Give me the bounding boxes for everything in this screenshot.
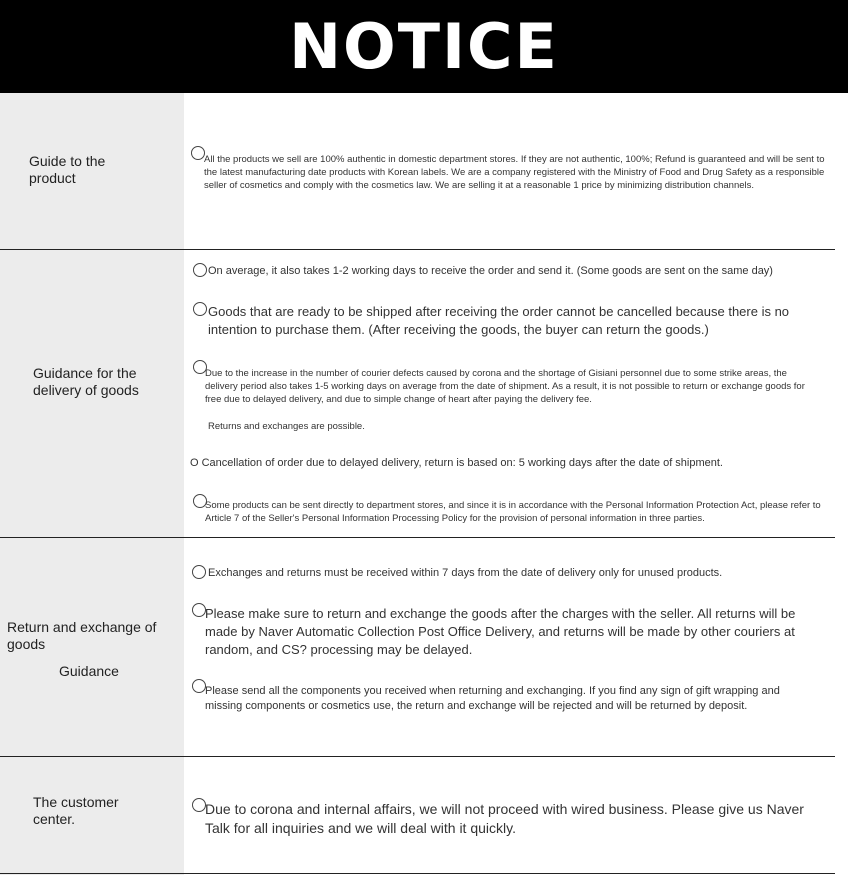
section-label-cell: [0, 757, 184, 875]
section-content: [184, 93, 860, 249]
section-label-returns: Return and exchange of goods: [7, 619, 157, 652]
section-customer-center: [0, 757, 860, 875]
circle-bullet-icon: [192, 679, 206, 693]
customer-center-text: Due to corona and internal affairs, we will not proceed with wired business. Please give us Naver Talk for all inquiries and we will deal with it quickly.: [205, 801, 804, 836]
section-content: [184, 757, 860, 875]
section-returns: [0, 538, 860, 756]
circle-bullet-icon: [191, 146, 205, 160]
section-delivery: [0, 250, 860, 537]
delivery-item-3: Due to the increase in the number of courier defects caused by corona and the shortage of Gisiani personnel due to some strike areas, the delivery period also takes 1-5 working days on average from the date of shipment. As a result, it is not possible to return or exchange goods for free due to delayed delivery, and due to simple change of heart after paying the delivery fee.: [205, 368, 805, 405]
returns-item-2: Please make sure to return and exchange the goods after the charges with the seller. All returns will be made by Naver Automatic Collection Post Office Delivery, and returns will be made by other couriers at random, and CS? processing may be delayed.: [205, 606, 796, 657]
circle-bullet-icon: [193, 263, 207, 277]
section-content: [184, 250, 860, 537]
returns-item-3: Please send all the components you received when returning and exchanging. If you find any sign of gift wrapping and missing components or cosmetics use, the return and exchange will be rejected and will be returned by deposit.: [205, 685, 780, 712]
section-label-cell: [0, 538, 184, 756]
section-content: [184, 538, 860, 756]
delivery-item-1: On average, it also takes 1-2 working days to receive the order and send it. (Some goods are sent on the same day): [208, 265, 773, 277]
page-title: NOTICE: [289, 9, 559, 83]
circle-bullet-icon: [192, 603, 206, 617]
circle-bullet-icon: [193, 302, 207, 316]
section-label-product: Guide to the product: [29, 153, 106, 186]
section-sublabel-guidance: Guidance: [59, 663, 119, 679]
circle-bullet-icon: [192, 565, 206, 579]
section-product-guide: [0, 93, 860, 249]
returns-item-1: Exchanges and returns must be received within 7 days from the date of delivery only for unused products.: [208, 567, 723, 579]
notice-banner: [0, 0, 848, 93]
section-label-customer: The customer center.: [33, 794, 119, 827]
section-divider: [0, 873, 835, 874]
section-label-cell: [0, 93, 184, 249]
delivery-item-5: Some products can be sent directly to department stores, and since it is in accordance with the Personal Information Protection Act, please refer to Article 7 of the Seller's Personal Information Processing Policy for the provision of personal information in three parties.: [205, 500, 821, 524]
delivery-item-2: Goods that are ready to be shipped after receiving the order cannot be cancelled because there is no intention to purchase them. (After receiving the goods, the buyer can return the goods.): [208, 304, 790, 337]
delivery-note: Returns and exchanges are possible.: [208, 421, 365, 432]
product-guide-text: All the products we sell are 100% authentic in domestic department stores. If they are not authentic, 100%; Refund is guaranteed and will be sent to the latest manufacturing date products with Korean labels. We are a company registered with the Ministry of Food and Drug Safety as a responsible seller of cosmetics and comply with the cosmetics law. We are selling it at a reasonable 1 price by minimizing distribution channels.: [204, 154, 825, 191]
delivery-item-4: O Cancellation of order due to delayed delivery, return is based on: 5 working days after the date of shipment.: [190, 457, 723, 469]
circle-bullet-icon: [192, 798, 206, 812]
section-label-delivery: Guidance for the delivery of goods: [33, 365, 139, 398]
section-label-cell: [0, 250, 184, 537]
